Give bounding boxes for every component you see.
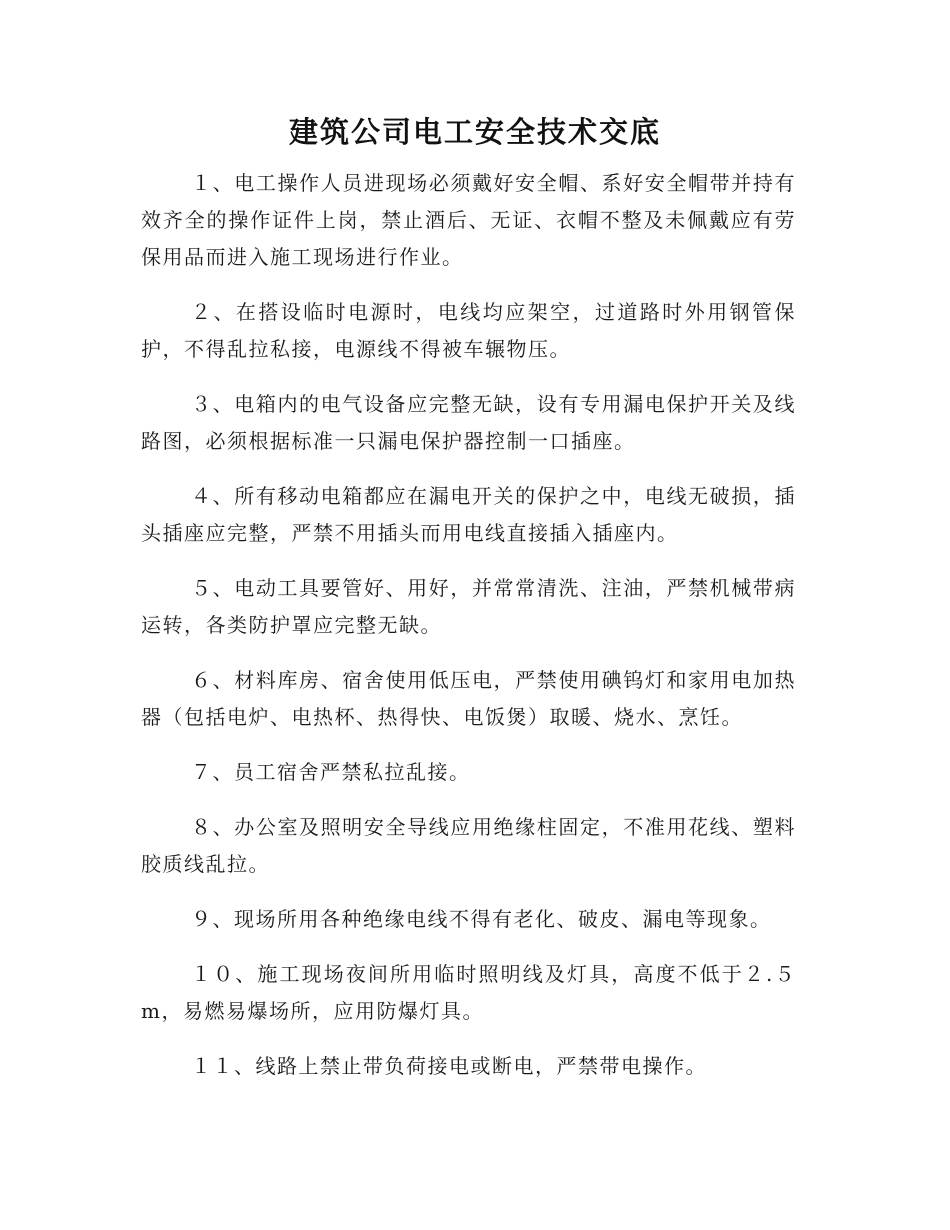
paragraph-8: ８、办公室及照明安全导线应用绝缘柱固定，不准用花线、塑料胶质线乱拉。 xyxy=(141,815,796,876)
paragraph-10: １０、施工现场夜间所用临时照明线及灯具，高度不低于２.５m，易燃易爆场所，应用防爆灯具。 xyxy=(141,962,796,1023)
paragraph-3: ３、电箱内的电气设备应完整无缺，设有专用漏电保护开关及线路图，必须根据标准一只漏电保护器控制一口插座。 xyxy=(141,392,796,453)
paragraph-1: １、电工操作人员进现场必须戴好安全帽、系好安全帽带并持有效齐全的操作证件上岗，禁止酒后、无证、衣帽不整及未佩戴应有劳保用品而进入施工现场进行作业。 xyxy=(141,171,796,269)
paragraph-5: ５、电动工具要管好、用好，并常常清洗、注油，严禁机械带病运转，各类防护罩应完整无缺。 xyxy=(141,576,796,637)
paragraph-6: ６、材料库房、宿舍使用低压电，严禁使用碘钨灯和家用电加热器（包括电炉、电热杯、热得快、电饭煲）取暖、烧水、烹饪。 xyxy=(141,668,796,729)
document-body xyxy=(141,165,796,1103)
paragraph-2: ２、在搭设临时电源时，电线均应架空，过道路时外用钢管保护，不得乱拉私接，电源线不得被车辗物压。 xyxy=(141,300,796,361)
paragraph-4: ４、所有移动电箱都应在漏电开关的保护之中，电线无破损，插头插座应完整，严禁不用插头而用电线直接插入插座内。 xyxy=(141,484,796,545)
document-title: 建筑公司电工安全技术交底 xyxy=(288,115,661,149)
paragraph-11: １１、线路上禁止带负荷接电或断电，严禁带电操作。 xyxy=(191,1054,707,1078)
paragraph-9: ９、现场所用各种绝缘电线不得有老化、破皮、漏电等现象。 xyxy=(191,907,772,931)
paragraph-7: ７、员工宿舍严禁私拉乱接。 xyxy=(191,760,471,784)
